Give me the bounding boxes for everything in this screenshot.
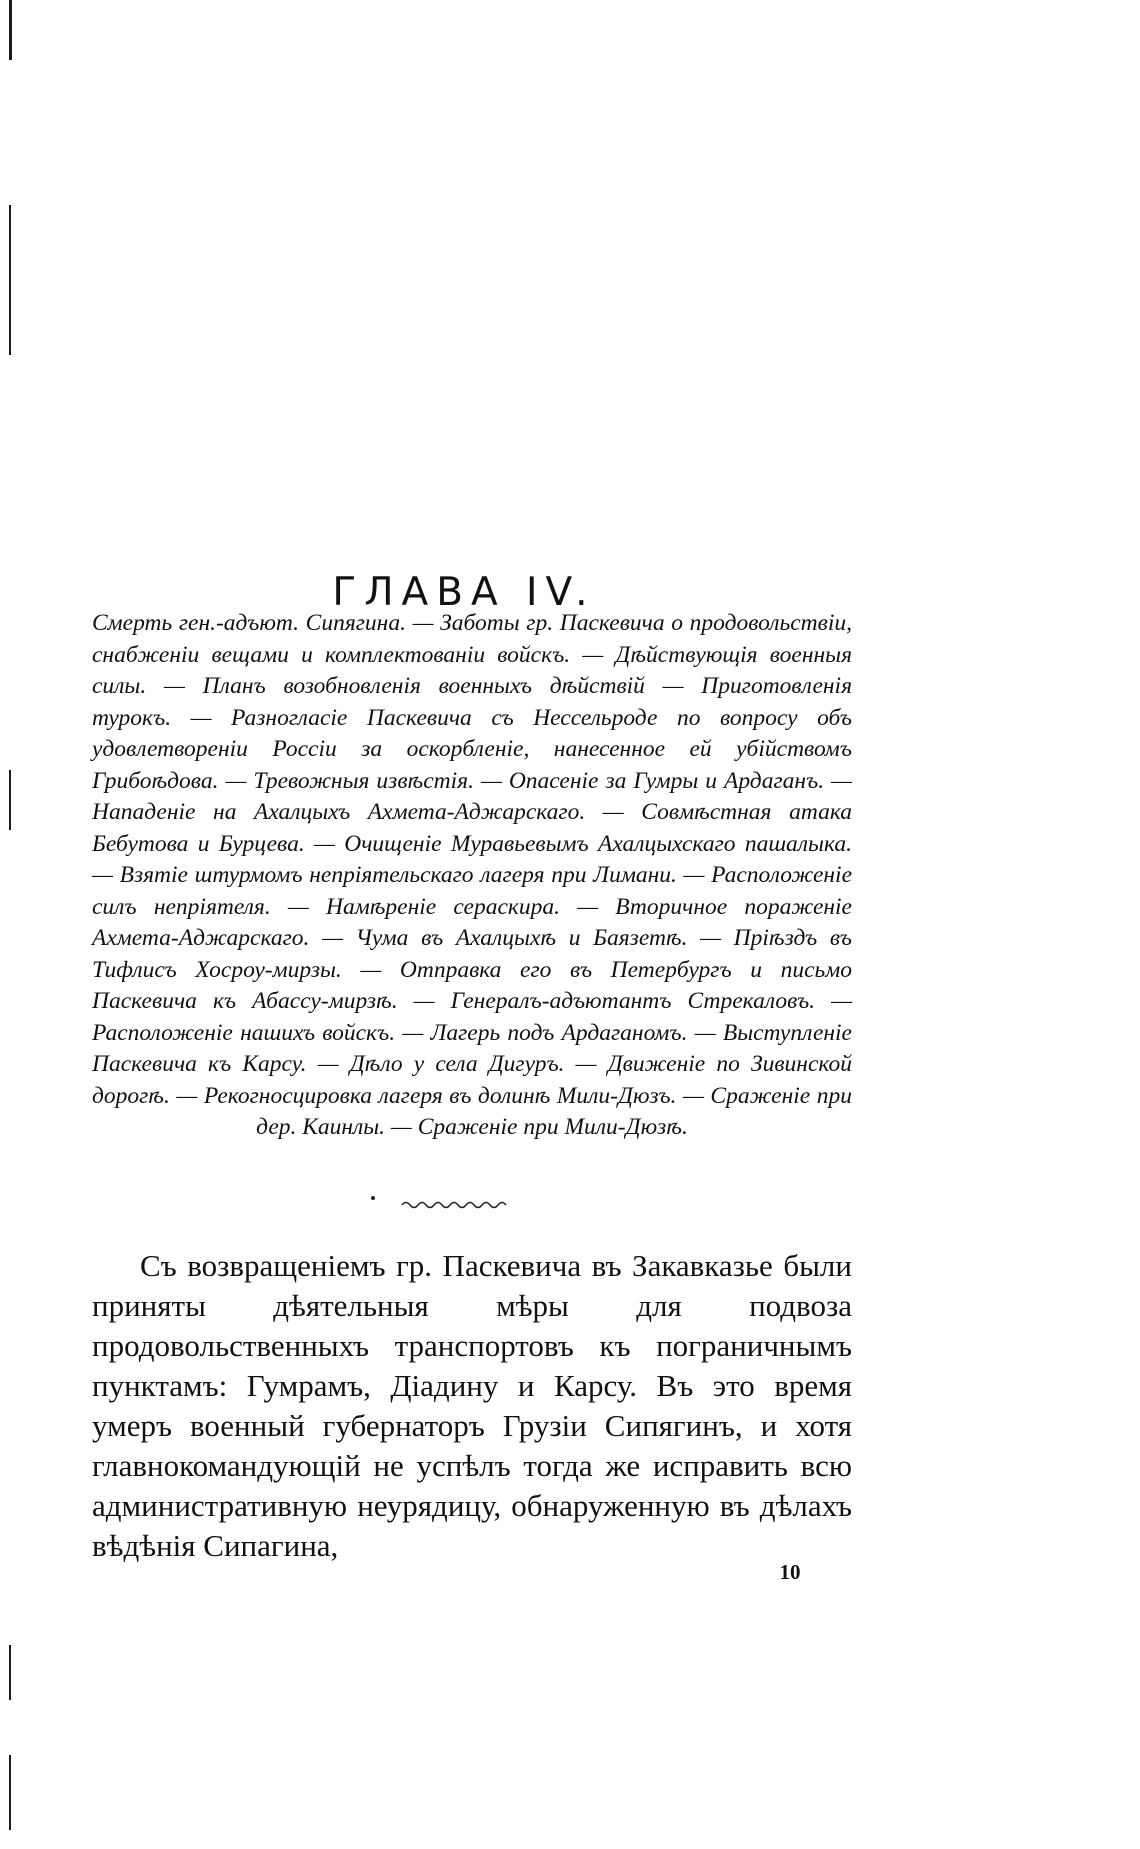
chapter-summary: Смерть ген.-адъют. Сипягина. — Заботы гр. Паскевича о продовольствіи, снабженіи вещами и комплектованіи войскъ. — Дѣйствующія военныя силы. — Планъ возобновленія военныхъ дѣйствій — Приготовленія турокъ. — Разногласіе Паскевича съ Нессельроде по вопросу объ удовлетвореніи Россіи за оскорбленіе, нанесенное ей убійствомъ Грибоѣдова. — Тревожныя извѣстія. — Опасеніе за Гумры и Ардаганъ. — Нападеніе на Ахалцыхъ Ахмета-Аджарскаго. — Совмѣстная атака Бебутова и Бурцева. — Очищеніе Муравьевымъ Ахалцыхскаго пашалыка. — Взятіе штурмомъ непріятельскаго лагеря при Лимани. — Расположеніе силъ непріятеля. — Намѣреніе сераскира. — Вторичное пораженіе Ахмета-Аджарскаго. — Чума въ Ахалцыхѣ и Баязетѣ. — Пріѣздъ въ Тифлисъ Хосроу-мирзы. — Отправка его въ Петербургъ и письмо Паскевича къ Абассу-мирзѣ. — Генералъ-адъютантъ Стрекаловъ. — Расположеніе нашихъ войскъ. — Лагерь подъ Ардаганомъ. — Выступленіе Паскевича къ Карсу. — Дѣло у села Дигуръ. — Движеніе по Зивинской дорогѣ. — Рекогносцировка лагеря въ долинѣ Мили-Дюзъ. — Сраженіе при дер. Каинлы. — Сраженіе при Мили-Дюзѣ. [92,610,852,1140]
scan-edge-mark [9,1645,11,1700]
scan-edge-mark [9,205,11,355]
wavy-divider-ornament [400,1198,510,1212]
chapter-title: ГЛАВА IV. [332,570,596,616]
scan-edge-mark [9,0,12,60]
stray-dot [371,1196,375,1200]
scan-edge-mark [9,770,11,830]
scan-edge-mark [9,1755,11,1830]
page-number: 10 [779,1560,801,1584]
body-paragraph: Съ возвращеніемъ гр. Паскевича въ Закавказье были приняты дѣятельныя мѣры для подвоза продовольственныхъ транспортовъ къ пограничнымъ пунктамъ: Гумрамъ, Діадину и Карсу. Въ это время умеръ военный губернаторъ Грузіи Сипягинъ, и хотя главнокомандующій не успѣлъ тогда же исправить всю административную неурядицу, обнаруженную въ дѣлахъ вѣдѣнія Сипагина, [92,1248,852,1563]
